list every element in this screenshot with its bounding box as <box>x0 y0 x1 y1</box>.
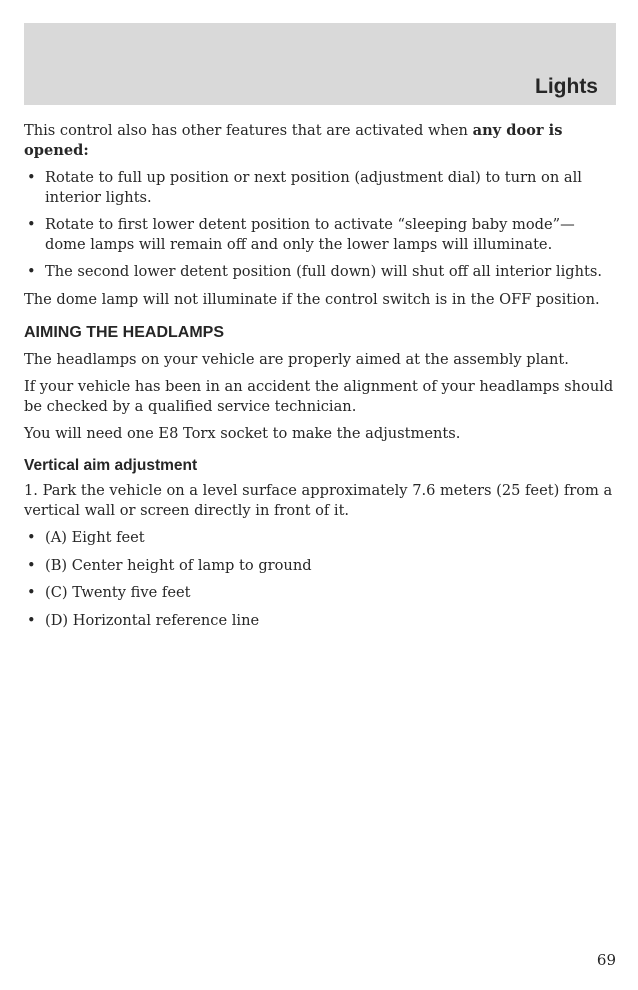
intro-bold-text: any door is opened: <box>24 122 563 159</box>
sub-heading-vertical-aim: Vertical aim adjustment <box>24 456 198 474</box>
list-item: • (A) Eight feet <box>24 528 616 548</box>
reference-list <box>24 528 616 630</box>
intro-text: This control also has other features that are activated when <box>24 122 473 139</box>
aiming-paragraph: The headlamps on your vehicle are properly aimed at the assembly plant. <box>24 350 569 368</box>
intro-paragraph <box>24 121 616 160</box>
list-item: • The second lower detent position (full down) will shut off all interior lights. <box>24 262 616 282</box>
list-item: • (D) Horizontal reference line <box>24 611 616 631</box>
aiming-paragraph: You will need one E8 Torx socket to make the adjustments. <box>24 425 461 442</box>
header-band <box>24 23 616 105</box>
list-item: • (B) Center height of lamp to ground <box>24 556 616 576</box>
page-title: Lights <box>535 75 598 98</box>
aiming-paragraph: If your vehicle has been in an accident the alignment of your headlamps should be checked by a qualified service technician. <box>24 378 614 415</box>
list-item: • (C) Twenty five feet <box>24 583 616 603</box>
section-heading-aiming: AIMING THE HEADLAMPS <box>24 324 224 341</box>
list-item: • Rotate to first lower detent position to activate “sleeping baby mode”— dome lamps will remain off and only the lower lamps will illuminate. <box>24 215 616 254</box>
feature-list <box>24 168 616 282</box>
list-item: • Rotate to full up position or next position (adjustment dial) to turn on all interior lights. <box>24 168 616 207</box>
step-paragraph: 1. Park the vehicle on a level surface approximately 7.6 meters (25 feet) from a vertical wall or screen directly in front of it. <box>24 482 613 519</box>
page-content <box>24 121 616 638</box>
dome-note: The dome lamp will not illuminate if the control switch is in the OFF position. <box>24 290 600 308</box>
page-number: 69 <box>596 951 616 969</box>
